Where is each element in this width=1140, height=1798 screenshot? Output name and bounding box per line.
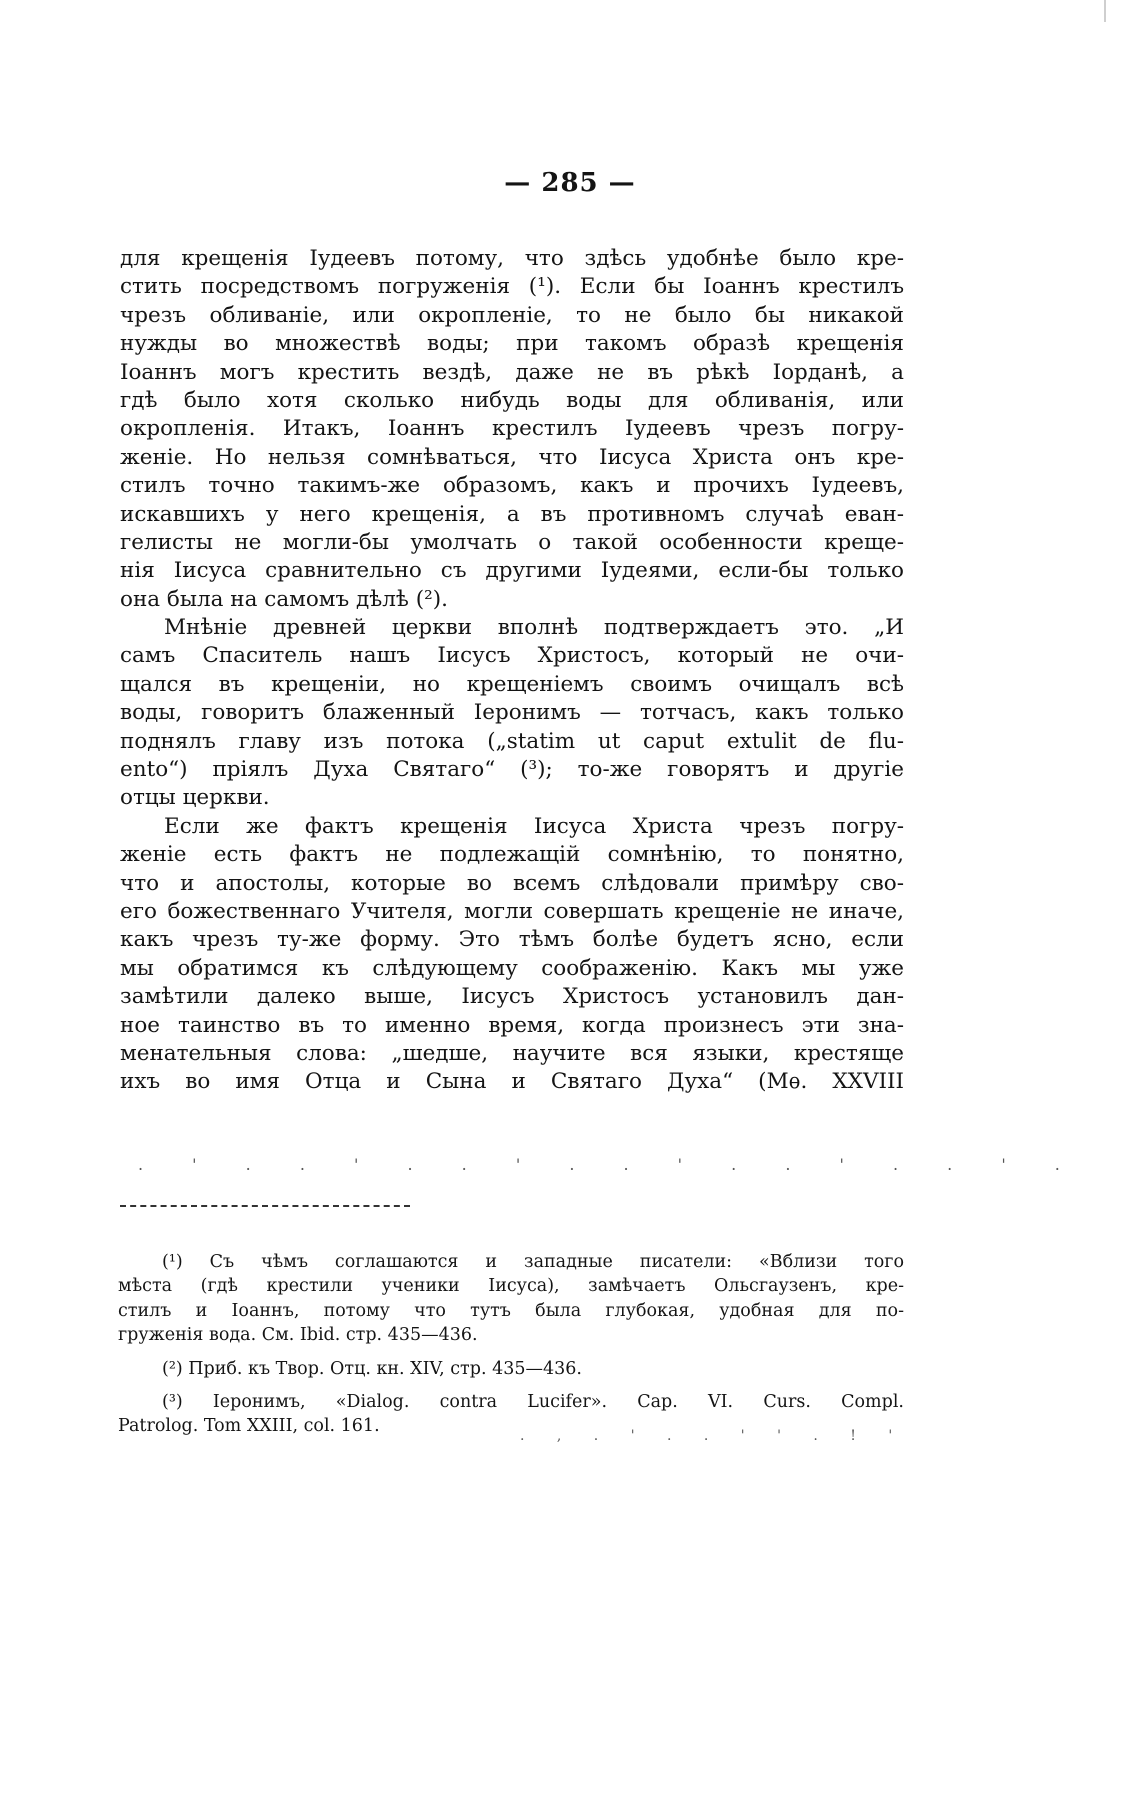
text-line: она была на самомъ дѣлѣ (²). xyxy=(120,586,448,612)
text-line: нужды во множествѣ воды; при такомъ образѣ крещенія xyxy=(120,331,904,357)
text-line: Іоаннъ могъ крестить вездѣ, даже не въ рѣкѣ Іорданѣ, а xyxy=(120,359,904,385)
footnote-line: груженія вода. См. Ibid. стр. 435—436. xyxy=(118,1325,478,1346)
text-line: замѣтили далеко выше, Іисусъ Христосъ установилъ дан- xyxy=(120,984,904,1010)
text-line: мы обратимся къ слѣдующему соображенію. Какъ мы уже xyxy=(120,955,904,981)
text-line: ное таинство въ то именно время, когда произнесъ эти зна- xyxy=(120,1012,904,1038)
footnotes xyxy=(118,1250,907,1448)
footnote-separator xyxy=(120,1205,410,1207)
footnote-line: мѣста (гдѣ крестили ученики Іисуса), замѣчаетъ Ольсгаузенъ, кре- xyxy=(118,1276,904,1297)
footnote-line: (²) Приб. къ Твор. Отц. кн. XIV, стр. 435—436. xyxy=(162,1358,582,1379)
text-line: щался въ крещеніи, но крещеніемъ своимъ очищалъ всѣ xyxy=(120,671,904,697)
footnote-line: (³) Іеронимъ, «Dialog. contra Lucifer». Cap. VI. Curs. Compl. xyxy=(162,1391,904,1412)
text-line: воды, говоритъ блаженный Іеронимъ — тотчасъ, какъ только xyxy=(120,700,904,726)
text-line: гелисты не могли-бы умолчать о такой особенности креще- xyxy=(120,529,904,555)
text-line: что и апостолы, которые во всемъ слѣдовали примѣру сво- xyxy=(120,870,904,896)
text-line: женіе. Но нельзя сомнѣваться, что Іисуса Христа онъ кре- xyxy=(120,444,904,470)
text-line: ихъ во имя Отца и Сына и Святаго Духа“ (Мѳ. XXVIII xyxy=(120,1069,904,1095)
footnote-2 xyxy=(148,1357,904,1381)
text-line: для крещенія Іудеевъ потому, что здѣсь удобнѣе было кре- xyxy=(120,246,904,271)
text-line: окропленія. Итакъ, Іоаннъ крестилъ Іудеевъ чрезъ погру- xyxy=(120,416,904,442)
footnote-line: стилъ и Іоаннъ, потому что тутъ была глубокая, удобная для по- xyxy=(118,1300,904,1321)
text-line: какъ чрезъ ту-же форму. Это тѣмъ болѣе будетъ ясно, если xyxy=(120,927,904,953)
text-line: Мнѣніе древней церкви вполнѣ подтверждаетъ это. „И xyxy=(164,615,904,641)
text-line: чрезъ обливаніе, или окропленіе, то не было бы никакой xyxy=(120,302,904,328)
text-line: Если же фактъ крещенія Іисуса Христа чрезъ погру- xyxy=(164,813,904,839)
text-line: искавшихъ у него крещенія, а въ противномъ случаѣ еван- xyxy=(120,501,904,527)
footnote-line: (¹) Съ чѣмъ соглашаются и западные писатели: «Вблизи того xyxy=(162,1252,904,1272)
text-line: его божественнаго Учителя, могли совершать крещеніе не иначе, xyxy=(120,898,904,924)
text-line: ento“) пріялъ Духа Святаго“ (³); то-же говорятъ и другіе xyxy=(120,757,904,783)
text-line: отцы церкви. xyxy=(120,785,270,811)
text-line: женіе есть фактъ не подлежащій сомнѣнію, то понятно, xyxy=(120,842,904,868)
text-line: стить посредствомъ погруженія (¹). Если бы Іоаннъ крестилъ xyxy=(120,274,904,300)
text-line: стилъ точно такимъ-же образомъ, какъ и прочихъ Іудеевъ, xyxy=(120,473,904,499)
scan-specks-bottom: . , . ' . . ' ' . ! ' xyxy=(520,1428,907,1444)
text-line: нія Іисуса сравнительно съ другими Іудеями, если-бы только xyxy=(120,558,904,584)
scan-edge-line xyxy=(1104,0,1106,22)
text-line: самъ Спаситель нашъ Іисусъ Христосъ, который не очи- xyxy=(120,643,904,669)
text-line: менательныя слова: „шедше, научите вся языки, крестяще xyxy=(120,1040,904,1066)
page-number: — 285 — xyxy=(504,168,636,198)
main-text xyxy=(120,245,904,1097)
text-line: поднялъ главу изъ потока („statim ut caput extulit de flu- xyxy=(120,728,904,754)
scan-specks: . ' . . ' . . ' . . ' . . ' . . ' . xyxy=(138,1155,1082,1174)
footnote-1 xyxy=(118,1250,904,1348)
footnote-line: Patrolog. Tom XXIII, col. 161. xyxy=(118,1416,380,1437)
text-line: гдѣ было хотя сколько нибудь воды для обливанія, или xyxy=(120,387,904,413)
